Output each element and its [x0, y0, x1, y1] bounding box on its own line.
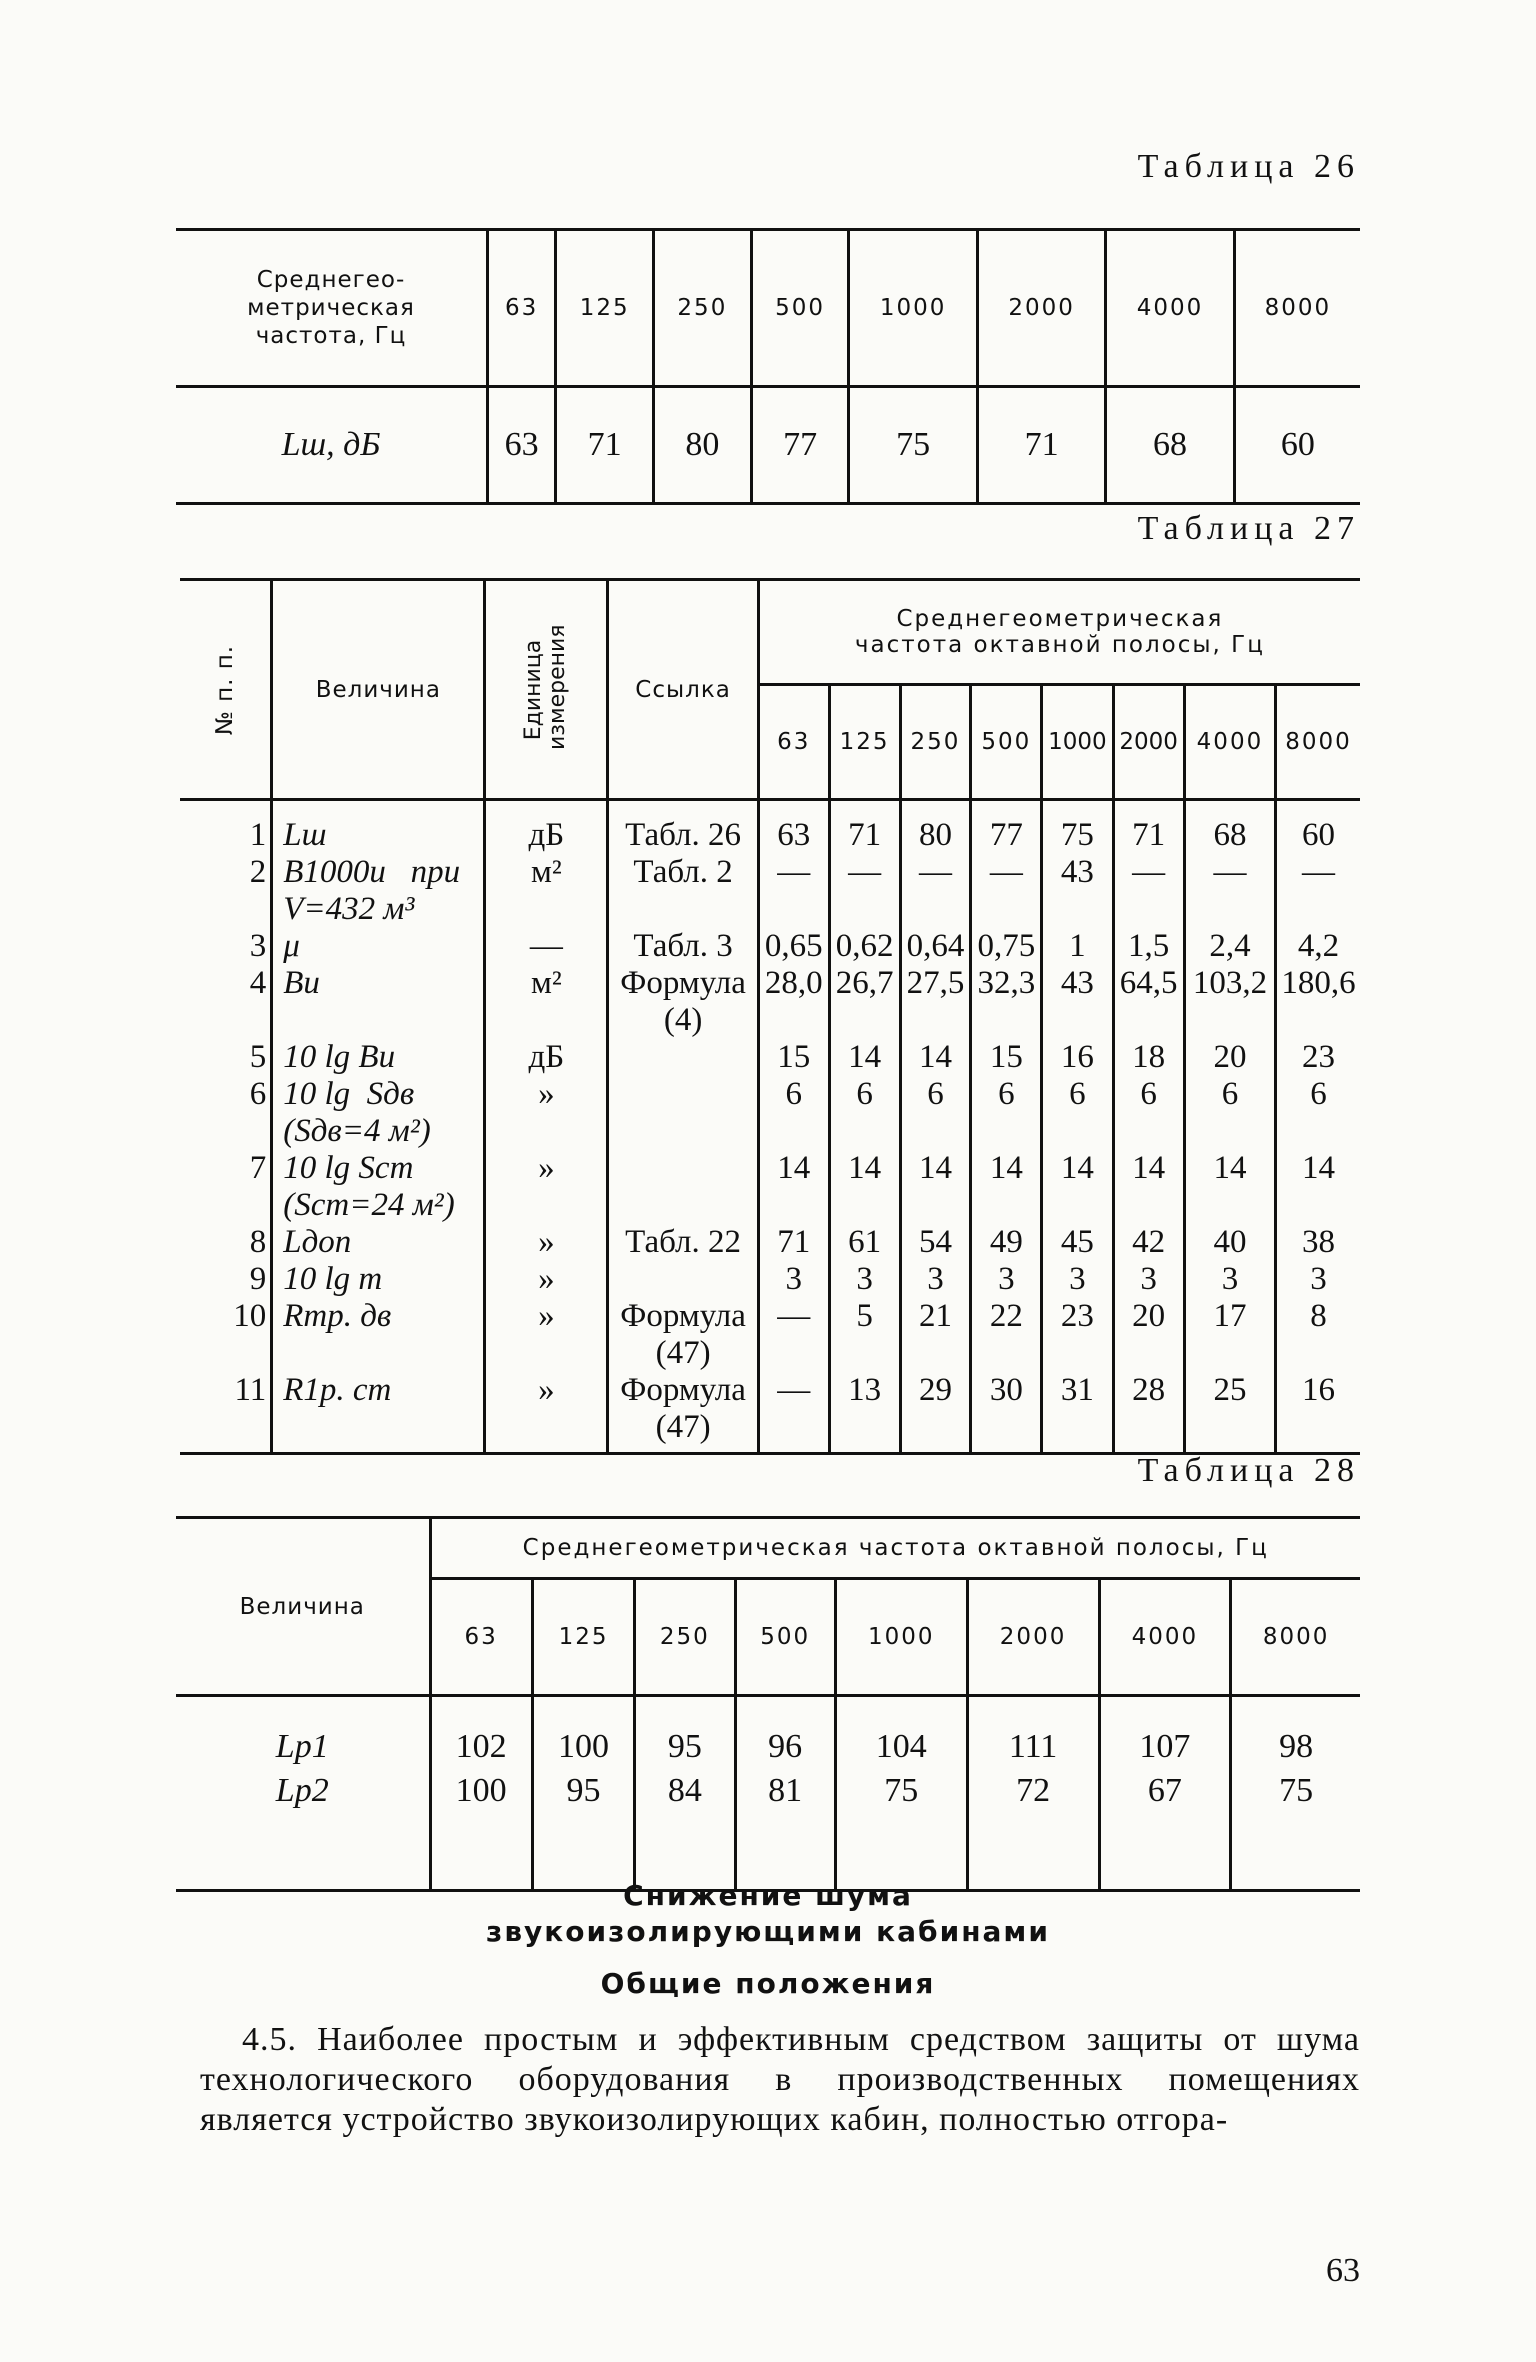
t28-row-labels: Lp1 Lp2 — [176, 1696, 430, 1891]
table-28-caption: Таблица 28 — [1137, 1452, 1360, 1489]
t27-quantity-names: Lш B1000и при V=432 м³ μ Bи 10 lg Bи 10 lg Sдв (Sдв=4 м²) 10 lg Sст (Sст=24 м²) Lдоп 10 lg m Rтр. дв R1р. ст — [272, 800, 485, 1454]
t26-row-label: Lш, дБ — [176, 387, 488, 504]
t28-values: 100 95 — [532, 1696, 634, 1891]
t26-freq: 250 — [654, 230, 752, 387]
t26-freq: 500 — [751, 230, 849, 387]
t27-references: Табл. 26 Табл. 2 Табл. 3 Формула (4) Табл. 22 Формула (47) Формула (47) — [608, 800, 758, 1454]
t27-values-8000: 60 — 4,2 180,6 23 6 14 38 3 8 16 — [1276, 800, 1360, 1454]
t27-freq: 8000 — [1276, 685, 1360, 800]
table-27 — [180, 578, 1360, 1455]
t28-values: 102 100 — [430, 1696, 532, 1891]
t28-values: 98 75 — [1231, 1696, 1360, 1891]
t28-col-name-header: Величина — [239, 1593, 365, 1620]
t27-units: дБ м² — м² дБ » » » » » » — [485, 800, 608, 1454]
t26-freq: 4000 — [1106, 230, 1234, 387]
t27-values-2000: 71 — 1,5 64,5 18 6 14 42 3 20 28 — [1113, 800, 1184, 1454]
t28-freq: 500 — [735, 1579, 835, 1696]
t27-freq: 4000 — [1184, 685, 1275, 800]
t27-freq: 500 — [971, 685, 1042, 800]
table-28 — [176, 1516, 1360, 1892]
table-26 — [176, 228, 1360, 505]
t27-freq: 125 — [829, 685, 900, 800]
t27-values-1000: 75 43 1 43 16 6 14 45 3 23 31 — [1042, 800, 1113, 1454]
t26-value: 71 — [556, 387, 654, 504]
t27-freq-group-header: Среднегеометрическая частота октавной полосы, Гц — [758, 580, 1360, 685]
section-heading: Снижение шума звукоизолирующими кабинами — [486, 1879, 1050, 1948]
table-26-caption: Таблица 26 — [1137, 148, 1360, 185]
t26-freq: 8000 — [1234, 230, 1360, 387]
t26-header-label: Среднегео-метрическая частота, Гц — [247, 267, 415, 349]
t27-col-unit-header: Единица измерения — [485, 580, 608, 800]
t28-freq: 4000 — [1099, 1579, 1231, 1696]
t28-freq: 63 — [430, 1579, 532, 1696]
t26-value: 75 — [849, 387, 977, 504]
t27-col-name-header: Величина — [272, 580, 485, 800]
t28-freq: 8000 — [1231, 1579, 1360, 1696]
t28-values: 96 81 — [735, 1696, 835, 1891]
t27-values-250: 80 — 0,64 27,5 14 6 14 54 3 21 29 — [900, 800, 971, 1454]
t28-freq: 1000 — [835, 1579, 967, 1696]
t27-col-ref-header: Ссылка — [608, 580, 758, 800]
t27-freq: 1000 — [1042, 685, 1113, 800]
t27-values-63: 63 — 0,65 28,0 15 6 14 71 3 — — — [758, 800, 829, 1454]
t28-values: 95 84 — [635, 1696, 735, 1891]
body-paragraph: 4.5. Наиболее простым и эффективным средством защиты от шума технологического оборудования в производственных помещениях является устройство звукоизолирующих кабин, полностью отгора- — [200, 2021, 1360, 2138]
t28-freq: 250 — [635, 1579, 735, 1696]
t27-col-num-header: № п. п. — [180, 580, 272, 800]
t27-row-numbers: 1 2 3 4 5 6 7 8 9 10 11 — [180, 800, 272, 1454]
page-number: 63 — [1326, 2252, 1360, 2289]
t28-freq-group-header: Среднегеометрическая частота октавной полосы, Гц — [430, 1518, 1360, 1579]
t27-values-500: 77 — 0,75 32,3 15 6 14 49 3 22 30 — [971, 800, 1042, 1454]
t28-freq: 2000 — [967, 1579, 1099, 1696]
t26-value: 77 — [751, 387, 849, 504]
subsection-heading: Общие положения — [600, 1967, 936, 2000]
t26-freq: 63 — [488, 230, 556, 387]
t26-value: 60 — [1234, 387, 1360, 504]
t28-values: 111 72 — [967, 1696, 1099, 1891]
t27-values-125: 71 — 0,62 26,7 14 6 14 61 3 5 13 — [829, 800, 900, 1454]
t28-values: 104 75 — [835, 1696, 967, 1891]
t27-freq: 2000 — [1113, 685, 1184, 800]
t26-value: 80 — [654, 387, 752, 504]
t27-values-4000: 68 — 2,4 103,2 20 6 14 40 3 17 25 — [1184, 800, 1275, 1454]
t26-value: 71 — [977, 387, 1105, 504]
table-27-caption: Таблица 27 — [1137, 510, 1360, 547]
t26-freq: 1000 — [849, 230, 977, 387]
t28-values: 107 67 — [1099, 1696, 1231, 1891]
t27-freq: 63 — [758, 685, 829, 800]
t28-freq: 125 — [532, 1579, 634, 1696]
t26-freq: 125 — [556, 230, 654, 387]
t26-freq: 2000 — [977, 230, 1105, 387]
t26-value: 63 — [488, 387, 556, 504]
t27-freq: 250 — [900, 685, 971, 800]
t26-value: 68 — [1106, 387, 1234, 504]
